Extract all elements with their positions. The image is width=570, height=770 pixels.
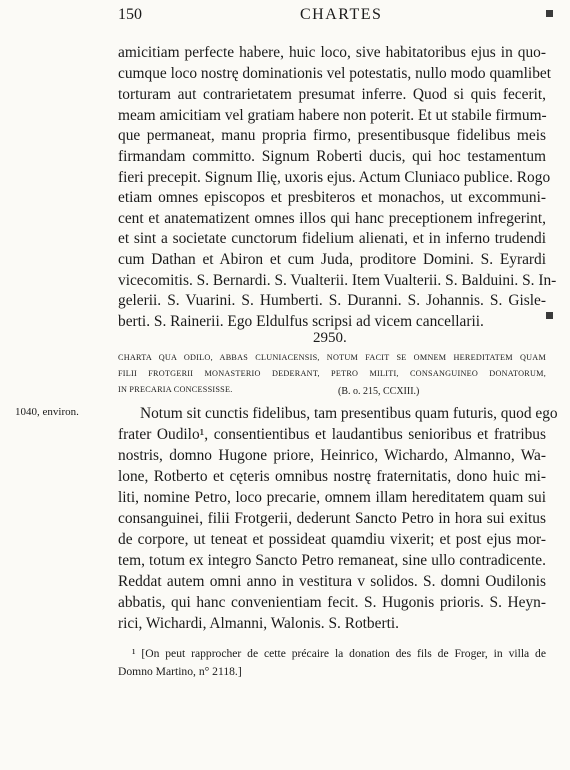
text-line: et sint a societate cunctorum fidelium alienati, et in inferno trudendi bbox=[118, 230, 546, 247]
footnote-line: Domno Martino, n° 2118.] bbox=[118, 665, 242, 678]
running-header: CHARTES bbox=[300, 6, 383, 23]
printer-mark bbox=[546, 312, 553, 319]
text-line: que permaneat, manu propria firmo, presentibusque fidelibus meis bbox=[118, 127, 546, 144]
text-line: vicecomitis. S. Bernardi. S. Vualterii. Item Vualterii. S. Balduini. S. In- bbox=[118, 272, 557, 289]
text-line: tem, totum ex integro Sancto Petro remaneat, sine ullo contradicente. bbox=[118, 552, 546, 569]
footnote-line: ¹ [On peut rapprocher de cette précaire la donation des fils de Froger, in villa de bbox=[132, 647, 546, 660]
text-line: fieri precepit. Signum Ilię, uxoris ejus. Actum Cluniaco publice. Rogo bbox=[118, 169, 551, 186]
text-line: etiam omnes episcopos et presbiteros et monachos, ut excommuni- bbox=[118, 189, 546, 206]
text-line: consanguinei, filii Frotgerii, dederunt Sancto Petro in hora sui exitus bbox=[118, 510, 546, 527]
text-line: lone, Rotberto et cęteris omnibus nostrę fraternitatis, dono huic mi- bbox=[118, 468, 546, 485]
caption-line: IN PRECARIA CONCESSISSE. bbox=[118, 385, 233, 394]
text-line: liti, nomine Petro, loco precarie, omnem illam hereditatem quam sui bbox=[118, 489, 546, 506]
text-line: firmandam committo. Signum Roberti ducis, qui hoc testamentum bbox=[118, 148, 546, 165]
text-line: Notum sit cunctis fidelibus, tam presentibus quam futuris, quod ego bbox=[140, 405, 558, 422]
charter-number: 2950. bbox=[313, 330, 347, 346]
text-line: nostris, domno Hugone priore, Heinrico, Wichardo, Almanno, Wa- bbox=[118, 447, 546, 464]
text-line: frater Oudilo¹, consentientibus et laudantibus senioribus et fratribus bbox=[118, 426, 546, 443]
text-line: gelerii. S. Vuarini. S. Humberti. S. Duranni. S. Johannis. S. Gisle- bbox=[118, 292, 546, 309]
caption-line: CHARTA QUA ODILO, ABBAS CLUNIACENSIS, NOTUM FACIT SE OMNEM HEREDITATEM QUAM bbox=[118, 353, 546, 362]
text-line: de corpore, ut teneat et possideat quamdiu vixerit; et post ejus mor- bbox=[118, 531, 546, 548]
text-line: abbatis, qui hanc convenientiam fecit. S. Hugonis prioris. S. Heyn- bbox=[118, 594, 546, 611]
printer-mark bbox=[546, 10, 553, 17]
caption-line: FILII FROTGERII MONASTERIO DEDERANT, PETRO MILITI, CONSANGUINEO DONATORUM, bbox=[118, 369, 546, 378]
text-line: cum Dathan et Abiron et cum Juda, proditore Domini. S. Eyrardi bbox=[118, 251, 546, 268]
text-line: rici, Wichardi, Almanni, Walonis. S. Rotberti. bbox=[118, 615, 399, 632]
margin-date: 1040, environ. bbox=[15, 406, 79, 418]
source-reference: (B. o. 215, CCXIII.) bbox=[338, 386, 420, 397]
text-line: berti. S. Rainerii. Ego Eldulfus scripsi ad vicem cancellarii. bbox=[118, 313, 484, 330]
text-line: cent et anatematizent omnes illos qui hanc preceptionem infregerint, bbox=[118, 210, 546, 227]
text-line: torturam aut contrarietatem presumat inferre. Quod si quis fecerit, bbox=[118, 86, 546, 103]
text-line: amicitiam perfecte habere, huic loco, sive habitatoribus ejus in quo- bbox=[118, 44, 546, 61]
text-line: cumque loco nostrę dominationis vel potestatis, nullo modo quamlibet bbox=[118, 65, 552, 82]
text-line: Reddat autem omni anno in vestitura v solidos. S. domni Oudilonis bbox=[118, 573, 546, 590]
text-line: meam amicitiam vel gratiam habere non poterit. Et ut stabile firmum- bbox=[118, 107, 547, 124]
page-number: 150 bbox=[118, 6, 142, 23]
